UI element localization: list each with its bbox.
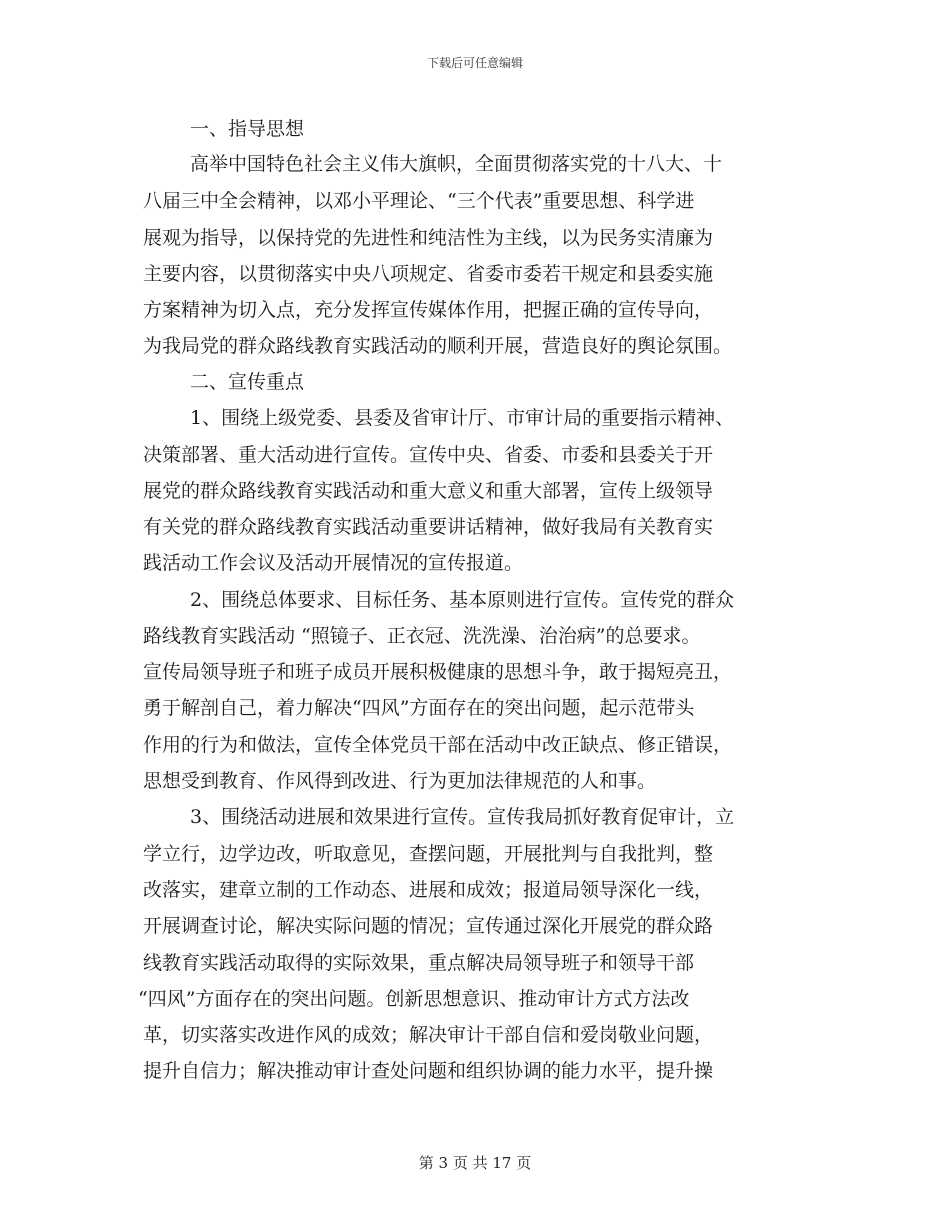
header-note: 下载后可任意编辑 — [426, 56, 523, 70]
body-line: 提升自信力；解决推动审计查处问题和组织协调的能力水平，提升操 — [143, 1060, 714, 1082]
body-line: 决策部署、重大活动进行宣传。宣传中央、省委、市委和县委关于开 — [143, 444, 714, 466]
heading-guiding-ideology: 一、指导思想 — [190, 118, 305, 140]
body-line: 思想受到教育、作风得到改进、行为更加法律规范的人和事。 — [143, 770, 657, 792]
body-line: 八届三中全会精神，以邓小平理论、“三个代表”重要思想、科学进 — [143, 190, 695, 212]
body-line: 方案精神为切入点，充分发挥宣传媒体作用，把握正确的宣传导向， — [143, 299, 714, 321]
body-line: 改落实，建章立制的工作动态、进展和成效；报道局领导深化一线， — [143, 879, 714, 901]
body-line: 学立行，边学边改，听取意见，查摆问题，开展批判与自我批判，整 — [143, 843, 714, 865]
body-line: 展观为指导，以保持党的先进性和纯洁性为主线，以为民务实清廉为 — [143, 227, 714, 249]
body-line: 勇于解剖自己，着力解决“四风”方面存在的突出问题，起示范带头 — [143, 697, 695, 719]
body-line: 2、围绕总体要求、目标任务、基本原则进行宣传。宣传党的群众 — [190, 589, 735, 611]
body-line: 宣传局领导班子和班子成员开展积极健康的思想斗争，敢于揭短亮丑， — [143, 661, 733, 683]
body-line: 1、围绕上级党委、县委及省审计厅、市审计局的重要指示精神、 — [190, 407, 735, 429]
body-line: 为我局党的群众路线教育实践活动的顺利开展，营造良好的舆论氛围。 — [143, 335, 733, 357]
body-line: 主要内容，以贯彻落实中央八项规定、省委市委若干规定和县委实施 — [143, 263, 714, 285]
body-line: 开展调查讨论，解决实际问题的情况；宣传通过深化开展党的群众路 — [143, 915, 714, 937]
heading-publicity-focus: 二、宣传重点 — [190, 371, 305, 393]
body-line: 高举中国特色社会主义伟大旗帜，全面贯彻落实党的十八大、十 — [190, 153, 723, 175]
body-line: 践活动工作会议及活动开展情况的宣传报道。 — [143, 552, 524, 574]
body-line: 3、围绕活动进展和效果进行宣传。宣传我局抓好教育促审计，立 — [190, 806, 735, 828]
body-line: 展党的群众路线教育实践活动和重大意义和重大部署，宣传上级领导 — [143, 480, 714, 502]
body-line: 线教育实践活动取得的实际效果，重点解决局领导班子和领导干部 — [143, 952, 695, 974]
body-line: “四风”方面存在的突出问题。创新思想意识、推动审计方式方法改 — [138, 988, 690, 1010]
body-line: 有关党的群众路线教育实践活动重要讲话精神，做好我局有关教育实 — [143, 516, 714, 538]
body-line: 革，切实落实改进作风的成效；解决审计干部自信和爱岗敬业问题， — [143, 1024, 714, 1046]
body-line: 作用的行为和做法，宣传全体党员干部在活动中改正缺点、修正错误， — [143, 734, 733, 756]
body-line: 路线教育实践活动 “照镜子、正衣冠、洗洗澡、治治病”的总要求。 — [143, 625, 701, 647]
page-number-footer: 第 3 页 共 17 页 — [418, 1154, 532, 1172]
